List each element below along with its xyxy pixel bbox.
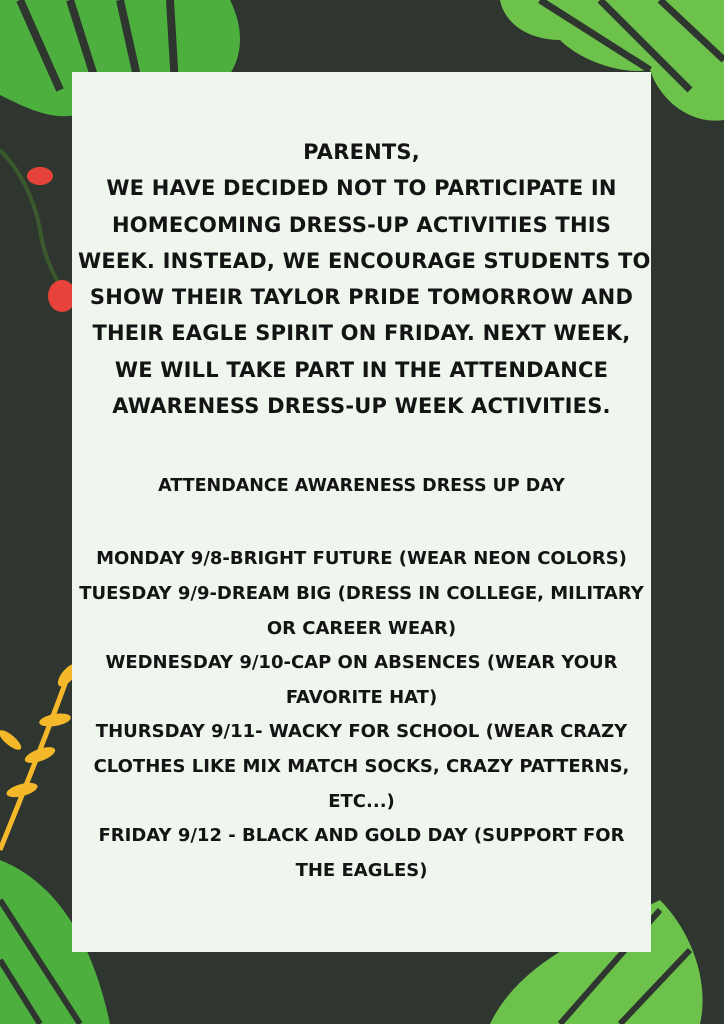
schedule-line: MONDAY 9/8-BRIGHT FUTURE (WEAR NEON COLORS) xyxy=(96,548,627,570)
schedule-line: OR CAREER WEAR) xyxy=(266,617,457,639)
intro-line: AWARENESS DRESS-UP WEEK ACTIVITIES. xyxy=(112,394,611,419)
schedule-line: THURSDAY 9/11- WACKY FOR SCHOOL (WEAR CRAZY xyxy=(95,721,628,743)
intro-line: HOMECOMING DRESS-UP ACTIVITIES THIS xyxy=(111,212,612,237)
notice-card xyxy=(72,72,651,952)
intro-line: WE HAVE DECIDED NOT TO PARTICIPATE IN xyxy=(106,176,617,201)
intro-message xyxy=(78,134,651,424)
dress-up-schedule xyxy=(72,542,651,888)
schedule-line: ETC...) xyxy=(328,790,395,812)
intro-line: THEIR EAGLE SPIRIT ON FRIDAY. NEXT WEEK, xyxy=(92,321,631,346)
schedule-line: FRIDAY 9/12 - BLACK AND GOLD DAY (SUPPORT FOR xyxy=(98,825,625,847)
schedule-heading: ATTENDANCE AWARENESS DRESS UP DAY xyxy=(158,476,565,497)
yellow-fern-icon xyxy=(0,660,82,850)
schedule-line: TUESDAY 9/9-DREAM BIG (DRESS IN COLLEGE, MILITARY xyxy=(79,582,644,604)
intro-line: SHOW THEIR TAYLOR PRIDE TOMORROW AND xyxy=(89,285,634,310)
red-flower-icon xyxy=(0,150,76,312)
schedule-line: FAVORITE HAT) xyxy=(285,686,438,708)
schedule-line: CLOTHES LIKE MIX MATCH SOCKS, CRAZY PATTERNS, xyxy=(93,755,630,777)
schedule-line: WEDNESDAY 9/10-CAP ON ABSENCES (WEAR YOUR xyxy=(105,652,618,674)
intro-line: PARENTS, xyxy=(303,140,420,164)
intro-line: WEEK. INSTEAD, WE ENCOURAGE STUDENTS TO xyxy=(78,248,651,273)
intro-line: WE WILL TAKE PART IN THE ATTENDANCE xyxy=(114,357,609,382)
schedule-line: THE EAGLES) xyxy=(295,859,428,881)
